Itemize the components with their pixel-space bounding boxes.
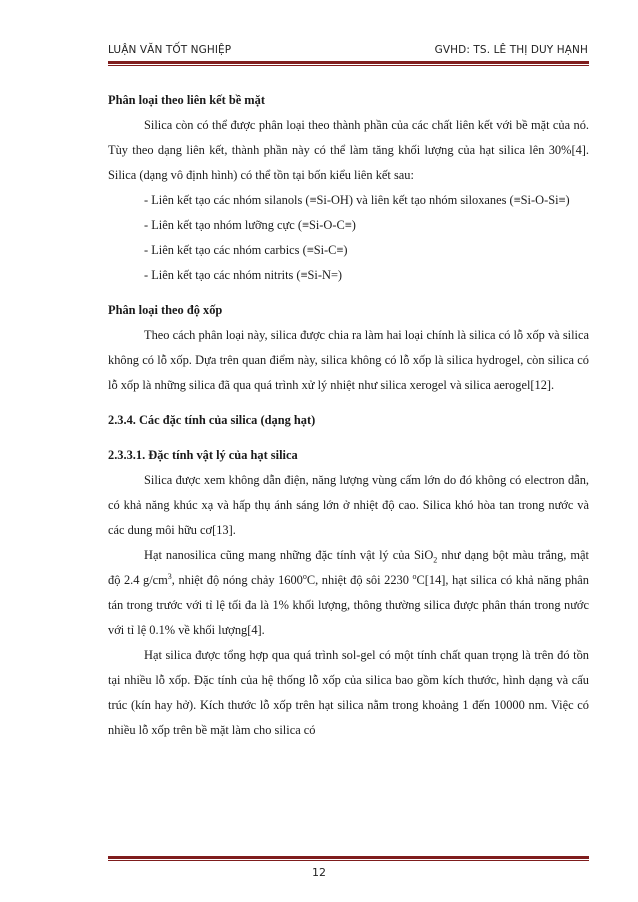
footer-rule-thin: [108, 860, 589, 861]
paragraph-nanosilica: [108, 543, 589, 643]
header-rule-thin: [108, 65, 589, 66]
bullet-carbics: - Liên kết tạo các nhóm carbics (≡Si-C≡): [144, 243, 348, 257]
subscript: 2: [433, 555, 438, 565]
bullet-nitrits: - Liên kết tạo các nhóm nitrits (≡Si-N=): [144, 268, 343, 282]
heading-surface-bond-classification: Phân loại theo liên kết bề mặt: [108, 93, 265, 107]
heading-silica-properties: 2.3.4. Các đặc tính của silica (dạng hạt): [108, 413, 316, 427]
text-run: Hạt nanosilica cũng mang những đặc tính vật lý của SiO: [144, 548, 434, 562]
heading-physical-properties: 2.3.3.1. Đặc tính vật lý của hạt silica: [108, 448, 298, 462]
superscript: 3: [167, 571, 172, 581]
page-number: 12: [312, 866, 326, 879]
bullet-silanols: - Liên kết tạo các nhóm silanols (≡Si-OH) và liên kết tạo nhóm siloxanes (≡Si-O-Si≡): [144, 193, 570, 207]
heading-porosity-classification: Phân loại theo độ xốp: [108, 303, 223, 317]
text-run: như dạng bột màu trắng, mật độ 2.4 g/cm: [108, 548, 589, 587]
text-run: , nhiệt độ nóng chảy 1600: [171, 573, 303, 587]
document-body: [108, 88, 589, 743]
header-rule-thick: [108, 61, 589, 64]
text-run: C, nhiệt độ sôi 2230: [306, 573, 413, 587]
superscript: o: [412, 571, 417, 581]
paragraph-surface-bonds: Silica còn có thể được phân loại theo thành phần của các chất liên kết với bề mặt của nó. Tùy theo dạng liên kết, thành phần này có thể làm tăng khối lượng của hạt silica lên 30%[4]. Silica (dạng vô định hình) có thể tồn tại bốn kiểu liên kết sau:: [108, 118, 589, 182]
superscript: o: [302, 571, 307, 581]
paragraph-porosity: Theo cách phân loại này, silica được chia ra làm hai loại chính là silica có lỗ xốp và silica không có lỗ xốp. Dựa trên quan điểm này, silica không có lỗ xốp là silica hydrogel, còn silica có lỗ xốp là những silica đã qua quá trình xử lý nhiệt như silica xerogel và silica aerogel[12].: [108, 328, 589, 392]
bullet-dipole: - Liên kết tạo nhóm lưỡng cực (≡Si-O-C≡): [144, 218, 356, 232]
header-thesis-title: LUẬN VĂN TỐT NGHIỆP: [108, 44, 232, 56]
footer-rule-thick: [108, 856, 589, 859]
paragraph-conductivity: Silica được xem không dẫn điện, năng lượng vùng cấm lớn do đó không có electron dẫn, có khả năng khúc xạ và hấp thụ ánh sáng lớn ở nhiệt độ cao. Silica khó hòa tan trong nước và các dung môi hữu cơ[13].: [108, 473, 589, 537]
text-run: C[14], hạt silica có khả năng phân tán trong trước với tỉ lệ tối đa là 1% khối lượng, thông thường silica được phân thán trong nước với tỉ lệ 0.1% về khối lượng[4].: [108, 573, 589, 637]
header-advisor: GVHD: TS. LÊ THỊ DUY HẠNH: [434, 44, 588, 56]
paragraph-sol-gel-porosity: Hạt silica được tổng hợp qua quá trình sol-gel có một tính chất quan trọng là trên đó tồn tại nhiều lỗ xốp. Đặc tính của hệ thống lỗ xốp của silica bao gồm kích thước, hình dạng và cấu trúc (kín hay hở). Kích thước lỗ xốp trên hạt silica nằm trong khoảng 1 đến 10000 nm. Việc có nhiều lỗ xốp trên bề mặt làm cho silica có: [108, 648, 589, 737]
